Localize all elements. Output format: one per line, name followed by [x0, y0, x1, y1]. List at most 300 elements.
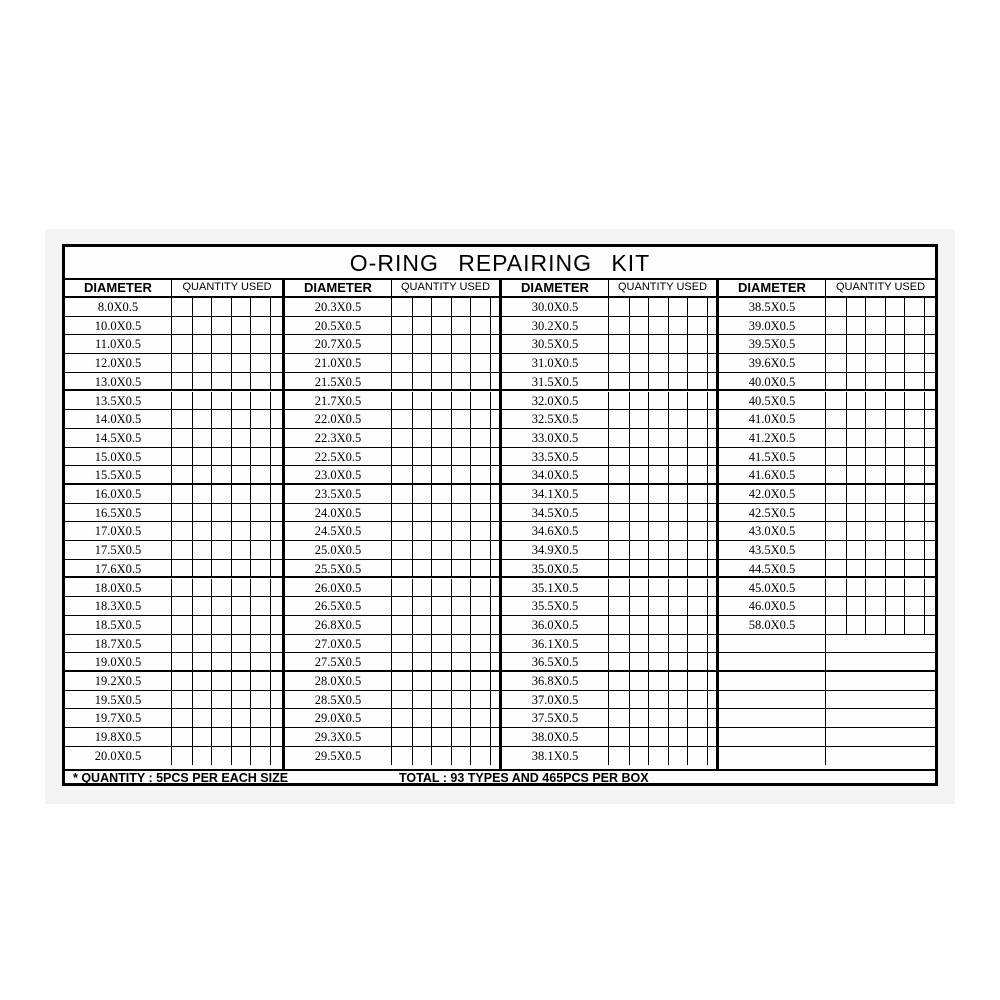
diameter-cell [719, 691, 826, 709]
table-row [285, 597, 499, 616]
quantity-boxes[interactable] [172, 392, 282, 410]
diameter-cell: 39.5X0.5 [719, 335, 826, 353]
diameter-cell: 29.0X0.5 [285, 709, 392, 727]
table-row [502, 635, 716, 654]
quantity-boxes [826, 747, 935, 766]
table-row [719, 466, 935, 485]
diameter-cell: 33.5X0.5 [502, 448, 609, 466]
diameter-cell: 28.5X0.5 [285, 691, 392, 709]
column-group-1 [65, 278, 282, 769]
diameter-cell: 15.0X0.5 [65, 448, 172, 466]
table-row [285, 298, 499, 317]
quantity-boxes[interactable] [609, 335, 716, 353]
diameter-cell: 34.9X0.5 [502, 541, 609, 559]
table-row [719, 429, 935, 448]
table-row [502, 541, 716, 560]
quantity-boxes[interactable] [609, 747, 716, 766]
table-row [285, 354, 499, 373]
diameter-cell: 18.5X0.5 [65, 616, 172, 634]
quantity-boxes[interactable] [609, 504, 716, 522]
diameter-cell: 21.5X0.5 [285, 373, 392, 390]
table-row [502, 747, 716, 766]
diameter-cell: 19.5X0.5 [65, 691, 172, 709]
table-row [285, 335, 499, 354]
quantity-boxes[interactable] [392, 597, 499, 615]
quantity-used-header: QUANTITY USED [835, 281, 926, 293]
quantity-boxes [826, 728, 935, 746]
diameter-cell: 16.5X0.5 [65, 504, 172, 522]
quantity-boxes[interactable] [172, 541, 282, 559]
quantity-boxes[interactable] [609, 448, 716, 466]
diameter-cell: 33.0X0.5 [502, 429, 609, 447]
quantity-boxes[interactable] [826, 410, 935, 428]
quantity-boxes[interactable] [172, 579, 282, 597]
quantity-boxes[interactable] [392, 466, 499, 483]
total-note: TOTAL : 93 TYPES AND 465PCS PER BOX [399, 771, 649, 785]
quantity-boxes[interactable] [609, 560, 716, 577]
diameter-cell: 45.0X0.5 [719, 579, 826, 597]
quantity-boxes[interactable] [392, 317, 499, 335]
diameter-cell: 30.5X0.5 [502, 335, 609, 353]
diameter-cell: 58.0X0.5 [719, 616, 826, 634]
quantity-boxes[interactable] [392, 560, 499, 577]
diameter-cell: 27.0X0.5 [285, 635, 392, 653]
quantity-boxes[interactable] [609, 485, 716, 503]
diameter-cell: 18.0X0.5 [65, 579, 172, 597]
diameter-cell: 32.5X0.5 [502, 410, 609, 428]
quantity-boxes[interactable] [826, 317, 935, 335]
table-row [285, 392, 499, 411]
diameter-cell: 20.3X0.5 [285, 298, 392, 316]
diameter-cell: 28.0X0.5 [285, 672, 392, 690]
column-header [285, 278, 499, 298]
quantity-boxes[interactable] [609, 522, 716, 540]
diameter-cell: 24.0X0.5 [285, 504, 392, 522]
table-row [719, 560, 935, 579]
diameter-cell [719, 728, 826, 746]
table-row [285, 541, 499, 560]
quantity-boxes[interactable] [392, 635, 499, 653]
table-row [285, 747, 499, 766]
table-row [719, 541, 935, 560]
diameter-table [65, 278, 935, 769]
table-row [502, 354, 716, 373]
quantity-boxes[interactable] [826, 504, 935, 522]
quantity-boxes [826, 672, 935, 690]
table-row [285, 579, 499, 598]
quantity-boxes[interactable] [392, 504, 499, 522]
quantity-boxes[interactable] [826, 335, 935, 353]
diameter-cell: 34.6X0.5 [502, 522, 609, 540]
quantity-boxes[interactable] [609, 541, 716, 559]
diameter-cell: 20.5X0.5 [285, 317, 392, 335]
table-row [285, 504, 499, 523]
quantity-boxes[interactable] [392, 541, 499, 559]
table-row [65, 317, 282, 336]
quantity-boxes[interactable] [392, 522, 499, 540]
diameter-cell: 21.0X0.5 [285, 354, 392, 372]
quantity-boxes[interactable] [392, 709, 499, 727]
quantity-boxes[interactable] [609, 597, 716, 615]
quantity-used-header: QUANTITY USED [182, 281, 272, 293]
table-row [65, 579, 282, 598]
quantity-boxes[interactable] [826, 466, 935, 483]
quantity-boxes[interactable] [172, 560, 282, 577]
table-row [285, 560, 499, 579]
table-row [285, 672, 499, 691]
table-row [65, 747, 282, 766]
column-group-4 [716, 278, 935, 769]
table-row [65, 672, 282, 691]
quantity-boxes[interactable] [172, 691, 282, 709]
quantity-boxes[interactable] [826, 448, 935, 466]
quantity-boxes[interactable] [826, 522, 935, 540]
table-row [719, 709, 935, 728]
table-row [502, 317, 716, 336]
diameter-cell: 11.0X0.5 [65, 335, 172, 353]
diameter-cell [719, 709, 826, 727]
table-row [502, 728, 716, 747]
quantity-boxes[interactable] [172, 317, 282, 335]
quantity-boxes[interactable] [609, 728, 716, 746]
quantity-boxes[interactable] [609, 579, 716, 597]
diameter-cell: 22.3X0.5 [285, 429, 392, 447]
table-row [719, 616, 935, 635]
table-row [502, 691, 716, 710]
diameter-cell: 15.5X0.5 [65, 466, 172, 483]
table-row [502, 298, 716, 317]
table-row [65, 485, 282, 504]
quantity-boxes[interactable] [392, 392, 499, 410]
diameter-cell: 22.0X0.5 [285, 410, 392, 428]
quantity-boxes[interactable] [609, 373, 716, 390]
diameter-cell: 22.5X0.5 [285, 448, 392, 466]
table-row [719, 354, 935, 373]
diameter-cell: 8.0X0.5 [65, 298, 172, 316]
diameter-cell: 30.2X0.5 [502, 317, 609, 335]
table-row [285, 485, 499, 504]
diameter-cell [719, 672, 826, 690]
diameter-cell: 41.5X0.5 [719, 448, 826, 466]
quantity-boxes[interactable] [392, 616, 499, 634]
quantity-boxes[interactable] [826, 541, 935, 559]
table-row [65, 429, 282, 448]
quantity-boxes[interactable] [609, 616, 716, 634]
diameter-cell: 42.0X0.5 [719, 485, 826, 503]
table-row [719, 653, 935, 672]
quantity-boxes[interactable] [609, 410, 716, 428]
table-row [502, 410, 716, 429]
quantity-boxes[interactable] [392, 335, 499, 353]
quantity-boxes[interactable] [609, 653, 716, 670]
quantity-boxes[interactable] [392, 691, 499, 709]
diameter-cell: 38.5X0.5 [719, 298, 826, 316]
table-row [285, 635, 499, 654]
quantity-boxes[interactable] [826, 354, 935, 372]
diameter-header: DIAMETER [285, 278, 392, 296]
diameter-cell: 20.7X0.5 [285, 335, 392, 353]
diameter-cell: 29.5X0.5 [285, 747, 392, 766]
diameter-cell: 36.1X0.5 [502, 635, 609, 653]
diameter-cell: 39.0X0.5 [719, 317, 826, 335]
quantity-boxes[interactable] [609, 429, 716, 447]
diameter-cell: 41.6X0.5 [719, 466, 826, 483]
diameter-cell: 24.5X0.5 [285, 522, 392, 540]
quantity-boxes[interactable] [826, 485, 935, 503]
table-row [285, 522, 499, 541]
quantity-boxes[interactable] [172, 410, 282, 428]
diameter-cell: 25.0X0.5 [285, 541, 392, 559]
quantity-boxes[interactable] [609, 392, 716, 410]
diameter-cell: 20.0X0.5 [65, 747, 172, 766]
diameter-cell: 17.6X0.5 [65, 560, 172, 577]
table-row [502, 504, 716, 523]
diameter-cell: 38.0X0.5 [502, 728, 609, 746]
table-row [65, 373, 282, 392]
diameter-cell: 34.5X0.5 [502, 504, 609, 522]
column-group-2 [282, 278, 499, 769]
quantity-boxes[interactable] [392, 373, 499, 390]
diameter-cell: 41.2X0.5 [719, 429, 826, 447]
quantity-boxes[interactable] [392, 579, 499, 597]
quantity-boxes[interactable] [609, 635, 716, 653]
table-row [502, 373, 716, 392]
quantity-boxes[interactable] [172, 653, 282, 670]
diameter-cell: 19.2X0.5 [65, 672, 172, 690]
quantity-boxes[interactable] [172, 597, 282, 615]
table-row [502, 429, 716, 448]
table-row [65, 597, 282, 616]
quantity-boxes[interactable] [172, 635, 282, 653]
diameter-cell: 13.0X0.5 [65, 373, 172, 390]
table-row [719, 410, 935, 429]
table-row [285, 373, 499, 392]
quantity-boxes[interactable] [826, 373, 935, 390]
table-row [502, 466, 716, 485]
table-row [502, 672, 716, 691]
table-row [65, 392, 282, 411]
diameter-cell: 23.0X0.5 [285, 466, 392, 483]
quantity-boxes[interactable] [609, 466, 716, 483]
oring-kit-sheet [62, 244, 938, 786]
table-row [502, 448, 716, 467]
table-row [719, 373, 935, 392]
diameter-cell: 46.0X0.5 [719, 597, 826, 615]
quantity-boxes[interactable] [172, 354, 282, 372]
diameter-cell: 44.5X0.5 [719, 560, 826, 577]
quantity-boxes[interactable] [172, 672, 282, 690]
table-row [502, 392, 716, 411]
quantity-boxes[interactable] [392, 653, 499, 670]
table-row [285, 448, 499, 467]
diameter-cell: 41.0X0.5 [719, 410, 826, 428]
quantity-boxes[interactable] [172, 709, 282, 727]
table-row [65, 522, 282, 541]
diameter-cell: 27.5X0.5 [285, 653, 392, 670]
quantity-boxes[interactable] [392, 429, 499, 447]
table-row [719, 672, 935, 691]
quantity-boxes[interactable] [172, 485, 282, 503]
quantity-boxes[interactable] [172, 373, 282, 390]
diameter-header: DIAMETER [502, 278, 609, 296]
quantity-boxes[interactable] [172, 448, 282, 466]
diameter-cell: 31.0X0.5 [502, 354, 609, 372]
quantity-boxes[interactable] [826, 616, 935, 634]
table-row [65, 298, 282, 317]
table-row [719, 504, 935, 523]
table-row [285, 410, 499, 429]
diameter-cell [719, 747, 826, 766]
diameter-cell: 38.1X0.5 [502, 747, 609, 766]
quantity-boxes[interactable] [609, 691, 716, 709]
quantity-boxes[interactable] [392, 410, 499, 428]
table-row [502, 560, 716, 579]
diameter-cell: 39.6X0.5 [719, 354, 826, 372]
diameter-cell: 37.0X0.5 [502, 691, 609, 709]
quantity-boxes[interactable] [172, 728, 282, 746]
quantity-boxes[interactable] [172, 335, 282, 353]
quantity-boxes[interactable] [172, 298, 282, 316]
diameter-cell: 23.5X0.5 [285, 485, 392, 503]
diameter-cell: 12.0X0.5 [65, 354, 172, 372]
quantity-boxes [826, 653, 935, 670]
quantity-boxes [826, 691, 935, 709]
quantity-boxes[interactable] [826, 429, 935, 447]
quantity-boxes[interactable] [609, 709, 716, 727]
quantity-boxes[interactable] [609, 317, 716, 335]
diameter-cell: 34.1X0.5 [502, 485, 609, 503]
diameter-cell: 25.5X0.5 [285, 560, 392, 577]
quantity-boxes[interactable] [172, 522, 282, 540]
table-row [65, 354, 282, 373]
diameter-header: DIAMETER [65, 278, 172, 296]
quantity-boxes [826, 709, 935, 727]
table-row [285, 691, 499, 710]
diameter-cell: 16.0X0.5 [65, 485, 172, 503]
quantity-boxes[interactable] [392, 747, 499, 766]
diameter-cell: 19.8X0.5 [65, 728, 172, 746]
diameter-cell: 35.5X0.5 [502, 597, 609, 615]
diameter-cell: 26.8X0.5 [285, 616, 392, 634]
table-row [65, 616, 282, 635]
table-row [502, 485, 716, 504]
table-row [285, 317, 499, 336]
diameter-cell: 21.7X0.5 [285, 392, 392, 410]
table-row [719, 485, 935, 504]
diameter-cell: 35.0X0.5 [502, 560, 609, 577]
table-row [65, 709, 282, 728]
table-row [502, 653, 716, 672]
table-row [65, 653, 282, 672]
diameter-cell: 43.0X0.5 [719, 522, 826, 540]
table-row [502, 522, 716, 541]
diameter-cell: 40.5X0.5 [719, 392, 826, 410]
quantity-used-header: QUANTITY USED [400, 281, 491, 293]
table-row [719, 635, 935, 654]
table-row [285, 653, 499, 672]
column-header [502, 278, 716, 298]
table-row [285, 616, 499, 635]
table-row [719, 392, 935, 411]
diameter-header: DIAMETER [719, 278, 826, 296]
diameter-cell: 36.5X0.5 [502, 653, 609, 670]
table-row [719, 317, 935, 336]
table-row [502, 579, 716, 598]
table-row [719, 522, 935, 541]
quantity-note: * QUANTITY : 5PCS PER EACH SIZE [73, 771, 289, 785]
diameter-cell: 36.8X0.5 [502, 672, 609, 690]
quantity-boxes[interactable] [172, 747, 282, 766]
quantity-boxes[interactable] [392, 485, 499, 503]
quantity-boxes[interactable] [392, 448, 499, 466]
table-row [719, 747, 935, 766]
quantity-boxes[interactable] [609, 354, 716, 372]
table-row [285, 709, 499, 728]
table-row [285, 429, 499, 448]
table-row [65, 448, 282, 467]
quantity-boxes[interactable] [609, 298, 716, 316]
diameter-cell: 14.5X0.5 [65, 429, 172, 447]
table-row [65, 335, 282, 354]
table-row [65, 728, 282, 747]
diameter-cell: 17.5X0.5 [65, 541, 172, 559]
diameter-cell: 26.5X0.5 [285, 597, 392, 615]
table-row [65, 635, 282, 654]
table-row [65, 504, 282, 523]
quantity-boxes [826, 635, 935, 653]
page-title: O-RING REPAIRING KIT [65, 247, 935, 280]
table-row [502, 616, 716, 635]
quantity-boxes[interactable] [172, 616, 282, 634]
diameter-cell: 36.0X0.5 [502, 616, 609, 634]
quantity-boxes[interactable] [609, 672, 716, 690]
diameter-cell: 31.5X0.5 [502, 373, 609, 390]
quantity-boxes[interactable] [826, 392, 935, 410]
diameter-cell: 17.0X0.5 [65, 522, 172, 540]
quantity-boxes[interactable] [172, 429, 282, 447]
table-row [719, 448, 935, 467]
table-row [65, 466, 282, 485]
quantity-boxes[interactable] [392, 728, 499, 746]
diameter-cell: 40.0X0.5 [719, 373, 826, 390]
quantity-boxes[interactable] [392, 672, 499, 690]
quantity-boxes[interactable] [826, 298, 935, 316]
table-row [502, 597, 716, 616]
diameter-cell: 32.0X0.5 [502, 392, 609, 410]
table-row [65, 691, 282, 710]
quantity-boxes[interactable] [826, 579, 935, 597]
diameter-cell [719, 653, 826, 670]
quantity-boxes[interactable] [172, 466, 282, 483]
diameter-cell: 35.1X0.5 [502, 579, 609, 597]
table-row [65, 560, 282, 579]
quantity-boxes[interactable] [172, 504, 282, 522]
table-row [719, 335, 935, 354]
quantity-boxes[interactable] [392, 298, 499, 316]
quantity-boxes[interactable] [826, 560, 935, 577]
table-row [719, 579, 935, 598]
diameter-cell: 42.5X0.5 [719, 504, 826, 522]
table-row [285, 466, 499, 485]
quantity-boxes[interactable] [826, 597, 935, 615]
table-row [502, 335, 716, 354]
diameter-cell: 26.0X0.5 [285, 579, 392, 597]
column-header [65, 278, 282, 298]
quantity-boxes[interactable] [392, 354, 499, 372]
diameter-cell: 10.0X0.5 [65, 317, 172, 335]
column-header [719, 278, 935, 298]
table-row [65, 541, 282, 560]
